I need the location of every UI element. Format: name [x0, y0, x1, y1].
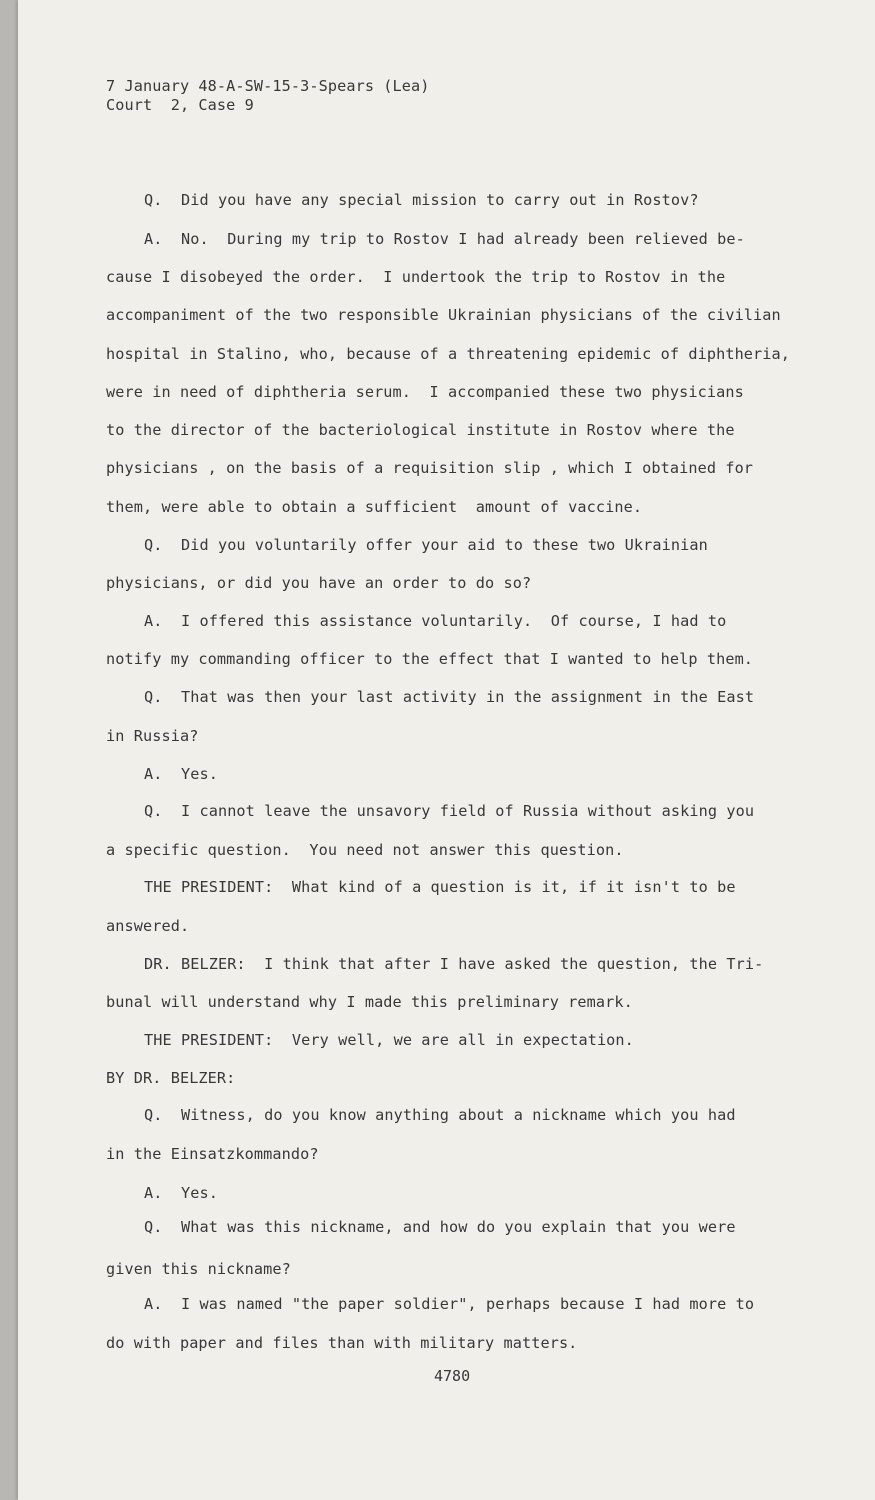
body-line: do with paper and files than with military matters.	[106, 1334, 578, 1352]
body-line: Q. I cannot leave the unsavory field of Russia without asking you	[144, 802, 755, 820]
body-line: Q. Did you voluntarily offer your aid to these two Ukrainian	[144, 536, 708, 554]
body-line: physicians , on the basis of a requisition slip , which I obtained for	[106, 459, 754, 477]
body-line: were in need of diphtheria serum. I accompanied these two physicians	[106, 383, 744, 401]
body-line: Q. Did you have any special mission to carry out in Rostov?	[144, 191, 699, 209]
body-line: them, were able to obtain a sufficient amount of vaccine.	[106, 498, 643, 516]
body-line: hospital in Stalino, who, because of a threatening epidemic of diphtheria,	[106, 345, 791, 363]
body-line: Q. Witness, do you know anything about a nickname which you had	[144, 1106, 736, 1124]
body-line: THE PRESIDENT: Very well, we are all in expectation.	[144, 1031, 634, 1049]
body-line: bunal will understand why I made this preliminary remark.	[106, 993, 633, 1011]
body-line: in Russia?	[106, 727, 199, 745]
body-line: A. Yes.	[144, 765, 218, 783]
body-line: Q. What was this nickname, and how do you explain that you were	[144, 1218, 736, 1236]
body-line: Q. That was then your last activity in the assignment in the East	[144, 688, 755, 706]
header-line-2: Court 2, Case 9	[106, 96, 254, 114]
body-line: THE PRESIDENT: What kind of a question is it, if it isn't to be	[144, 878, 736, 896]
body-line: notify my commanding officer to the effect that I wanted to help them.	[106, 650, 754, 668]
body-line: accompaniment of the two responsible Ukrainian physicians of the civilian	[106, 306, 781, 324]
document-page	[18, 0, 875, 1500]
body-line: a specific question. You need not answer this question.	[106, 841, 624, 859]
body-line: DR. BELZER: I think that after I have asked the question, the Tri-	[144, 955, 764, 973]
body-line: A. No. During my trip to Rostov I had already been relieved be-	[144, 230, 745, 248]
body-line: A. Yes.	[144, 1184, 218, 1202]
body-line: cause I disobeyed the order. I undertook the trip to Rostov in the	[106, 268, 726, 286]
body-line: given this nickname?	[106, 1260, 291, 1278]
body-line: to the director of the bacteriological institute in Rostov where the	[106, 421, 735, 439]
body-line: answered.	[106, 917, 190, 935]
body-line: BY DR. BELZER:	[106, 1069, 236, 1087]
body-line: A. I offered this assistance voluntarily. Of course, I had to	[144, 612, 727, 630]
body-line: in the Einsatzkommando?	[106, 1145, 319, 1163]
header-line-1: 7 January 48-A-SW-15-3-Spears (Lea)	[106, 77, 430, 95]
body-line: A. I was named "the paper soldier", perhaps because I had more to	[144, 1295, 755, 1313]
body-line: physicians, or did you have an order to do so?	[106, 574, 532, 592]
page-number: 4780	[434, 1367, 471, 1385]
